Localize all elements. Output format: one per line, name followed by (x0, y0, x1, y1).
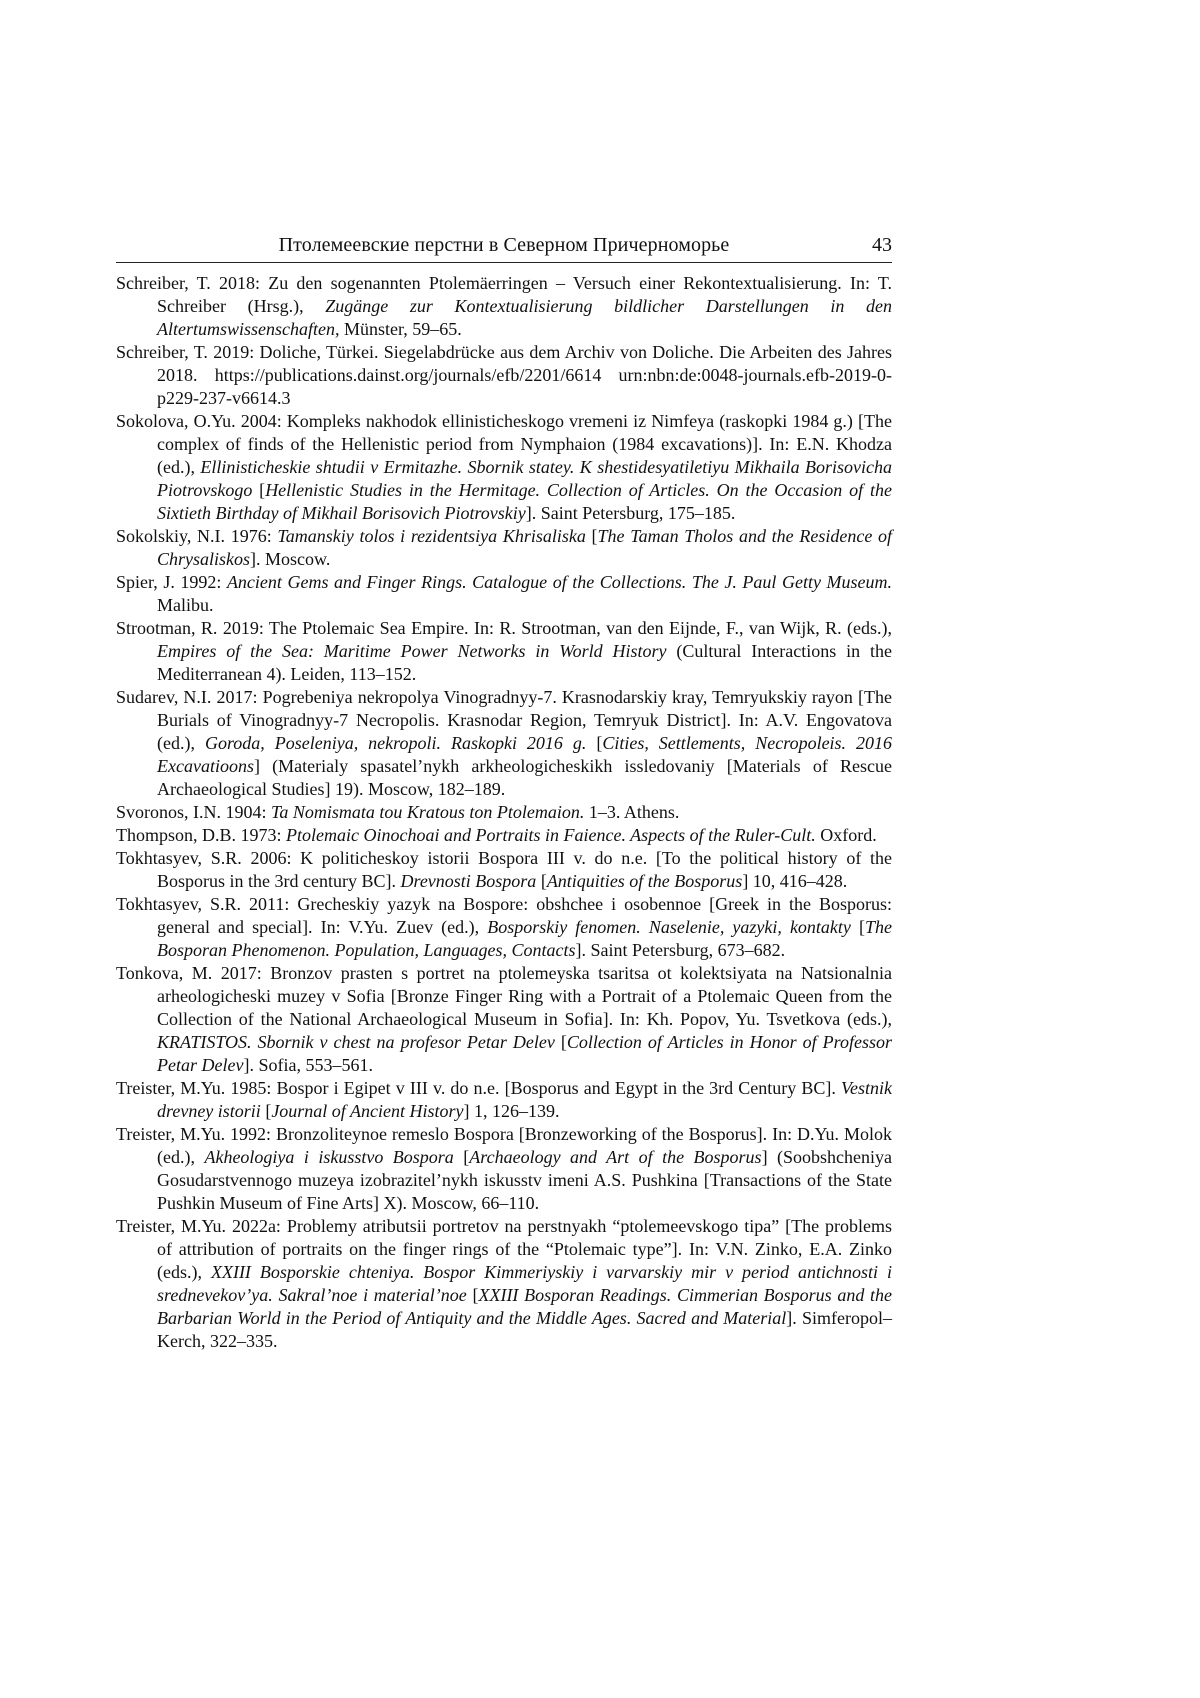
reference-entry (116, 893, 892, 962)
reference-text: [ (454, 1147, 469, 1167)
reference-title: Collection of Articles in Honor of Professor Petar Delev (157, 1032, 892, 1075)
reference-entry (116, 1077, 892, 1123)
reference-title: Akheologiya i iskusstvo Bospora (204, 1147, 453, 1167)
reference-entry (116, 272, 892, 341)
reference-entry (116, 1215, 892, 1353)
reference-text: Spier, J. 1992: (116, 572, 227, 592)
reference-title: Bosporskiy fenomen. Naselenie, yazyki, kontakty (487, 917, 851, 937)
reference-text: (Cultural Interactions in the Mediterranean 4). Leiden, 113–152. (157, 641, 892, 684)
reference-text: Treister, M.Yu. 1992: Bronzoliteynoe remeslo Bospora [Bronzeworking of the Bosporus]. In: D.Yu. Molok (ed.), (116, 1124, 892, 1167)
reference-title: KRATISTOS. Sbornik v chest na profesor Petar Delev (157, 1032, 555, 1052)
reference-text: Treister, M.Yu. 1985: Bospor i Egipet v III v. do n.e. [Bosporus and Egypt in the 3rd Century BC]. (116, 1078, 841, 1098)
reference-title: Ptolemaic Oinochoai and Portraits in Faience. Aspects of the Ruler-Cult. (286, 825, 816, 845)
reference-text: ] 10, 416–428. (742, 871, 847, 891)
reference-title: Goroda, Poseleniya, nekropoli. Raskopki 2016 g. (205, 733, 586, 753)
reference-text: Sudarev, N.I. 2017: Pogrebeniya nekropolya Vinogradnyy-7. Krasnodarskiy kray, Temryukskiy rayon [The Burials of Vinogradnyy-7 Necropolis. Krasnodar Region, Temryuk District]. In: A.V. Engovatova (ed.), (116, 687, 892, 753)
reference-text: ] 1, 126–139. (463, 1101, 559, 1121)
reference-title: Ellinisticheskie shtudii v Ermitazhe. Sbornik statey. K shestidesyatiletiyu Mikhaila Borisovicha Piotrovskogo (157, 457, 892, 500)
reference-title: Zugänge zur Kontextualisierung bildlicher Darstellungen in den Altertumswissenschaften, (157, 296, 892, 339)
reference-entry (116, 341, 892, 410)
reference-entry (116, 962, 892, 1077)
reference-title: Ta Nomismata tou Kratous ton Ptolemaion. (271, 802, 584, 822)
page (0, 0, 1200, 1698)
running-header (116, 232, 892, 263)
reference-entry (116, 525, 892, 571)
reference-text: 1–3. Athens. (584, 802, 679, 822)
reference-text: Oxford. (816, 825, 877, 845)
reference-text: [ (252, 480, 265, 500)
reference-text: [ (261, 1101, 272, 1121)
reference-text: Treister, M.Yu. 2022a: Problemy atributsii portretov na perstnyakh “ptolemeevskogo tipa” [The problems of attribution of portraits on the finger rings of the “Ptolemaic type”]. In: V.N. Zinko, E.A. Zinko (eds.), (116, 1216, 892, 1282)
reference-text: Tokhtasyev, S.R. 2006: K politicheskoy istorii Bospora III v. do n.e. [To the political history of the Bosporus in the 3rd century BC]. (116, 848, 892, 891)
reference-text: Svoronos, I.N. 1904: (116, 802, 271, 822)
reference-text: Münster, 59–65. (340, 319, 462, 339)
reference-text: Malibu. (157, 595, 214, 615)
reference-title: Empires of the Sea: Maritime Power Networks in World History (157, 641, 667, 661)
reference-title: Antiquities of the Bosporus (547, 871, 743, 891)
reference-text: Strootman, R. 2019: The Ptolemaic Sea Empire. In: R. Strootman, van den Eijnde, F., van Wijk, R. (eds.), (116, 618, 892, 638)
reference-text: [ (586, 526, 598, 546)
reference-text: Sokolskiy, N.I. 1976: (116, 526, 277, 546)
reference-title: Archaeology and Art of the Bosporus (469, 1147, 761, 1167)
reference-title: The Taman Tholos and the Residence of Chrysaliskos (157, 526, 892, 569)
reference-title: XXIII Bosporskie chteniya. Bospor Kimmeriyskiy i varvarskiy mir v period antichnosti i srednevekov’ya. Sakral’noe i material’noe (157, 1262, 892, 1305)
reference-text: Schreiber, T. 2019: Doliche, Türkei. Siegelabdrücke aus dem Archiv von Doliche. Die Arbeiten des Jahres 2018. https://publications.dainst.org/journals/efb/2201/6614 urn:nbn:de:0048-journals.efb-2019-0-p229-237-v6614.3 (116, 342, 892, 408)
reference-title: XXIII Bosporan Readings. Cimmerian Bosporus and the Barbarian World in the Period of Antiquity and the Middle Ages. Sacred and Material (157, 1285, 892, 1328)
reference-title: Tamanskiy tolos i rezidentsiya Khrisaliska (277, 526, 585, 546)
reference-text: [ (851, 917, 865, 937)
reference-text: ] (Soobshcheniya Gosudarstvennogo muzeya izobrazitel’nykh iskusstv imeni A.S. Pushkina [Transactions of the State Pushkin Museum of Fine Arts] X). Moscow, 66–110. (157, 1147, 892, 1213)
reference-entry (116, 686, 892, 801)
reference-entry (116, 571, 892, 617)
reference-text: ] (Materialy spasatel’nykh arkheologicheskikh issledovaniy [Materials of Rescue Archaeological Studies] 19). Moscow, 182–189. (157, 756, 892, 799)
reference-text: [ (555, 1032, 567, 1052)
reference-title: Vestnik drevney istorii (157, 1078, 892, 1121)
running-title: Птолемеевские перстни в Северном Причерноморье (116, 234, 892, 257)
reference-entry (116, 824, 892, 847)
reference-text: Schreiber, T. 2018: Zu den sogenannten Ptolemäerringen – Versuch einer Rekontextualisierung. In: T. Schreiber (Hrsg.), (116, 273, 892, 316)
reference-text: Tokhtasyev, S.R. 2011: Grecheskiy yazyk na Bospore: obshchee i osobennoe [Greek in the Bosporus: general and special]. In: V.Yu. Zuev (ed.), (116, 894, 892, 937)
reference-text: ]. Saint Petersburg, 175–185. (526, 503, 736, 523)
reference-title: Cities, Settlements, Necropoleis. 2016 Excavatioons (157, 733, 892, 776)
reference-text: ]. Simferopol–Kerch, 322–335. (157, 1308, 892, 1351)
reference-list (116, 272, 892, 1353)
reference-text: ]. Moscow. (250, 549, 330, 569)
reference-entry (116, 1123, 892, 1215)
reference-entry (116, 410, 892, 525)
reference-text: ]. Saint Petersburg, 673–682. (575, 940, 785, 960)
reference-title: Journal of Ancient History (271, 1101, 463, 1121)
reference-title: Hellenistic Studies in the Hermitage. Collection of Articles. On the Occasion of the Sixtieth Birthday of Mikhail Borisovich Piotrovskiy (157, 480, 892, 523)
reference-text: Sokolova, O.Yu. 2004: Kompleks nakhodok ellinisticheskogo vremeni iz Nimfeya (raskopki 1984 g.) [The complex of finds of the Hellenistic period from Nymphaion (1984 excavations)]. In: E.N. Khodza (ed.), (116, 411, 892, 477)
reference-title: Ancient Gems and Finger Rings. Catalogue of the Collections. The J. Paul Getty Museum. (227, 572, 892, 592)
reference-text: [ (467, 1285, 479, 1305)
reference-entry (116, 801, 892, 824)
reference-entry (116, 617, 892, 686)
reference-title: The Bosporan Phenomenon. Population, Languages, Contacts (157, 917, 892, 960)
page-number: 43 (872, 234, 892, 257)
reference-text: [ (536, 871, 547, 891)
reference-text: [ (586, 733, 602, 753)
reference-text: Thompson, D.B. 1973: (116, 825, 286, 845)
reference-text: Tonkova, M. 2017: Bronzov prasten s portret na ptolemeyska tsaritsa ot kolektsiyata na Natsionalnia arheologicheski muzey v Sofia [Bronze Finger Ring with a Portrait of a Ptolemaic Queen from the Collection of the National Archaeological Museum in Sofia]. In: Kh. Popov, Yu. Tsvetkova (eds.), (116, 963, 892, 1029)
reference-text: ]. Sofia, 553–561. (243, 1055, 373, 1075)
reference-entry (116, 847, 892, 893)
reference-title: Drevnosti Bospora (400, 871, 536, 891)
